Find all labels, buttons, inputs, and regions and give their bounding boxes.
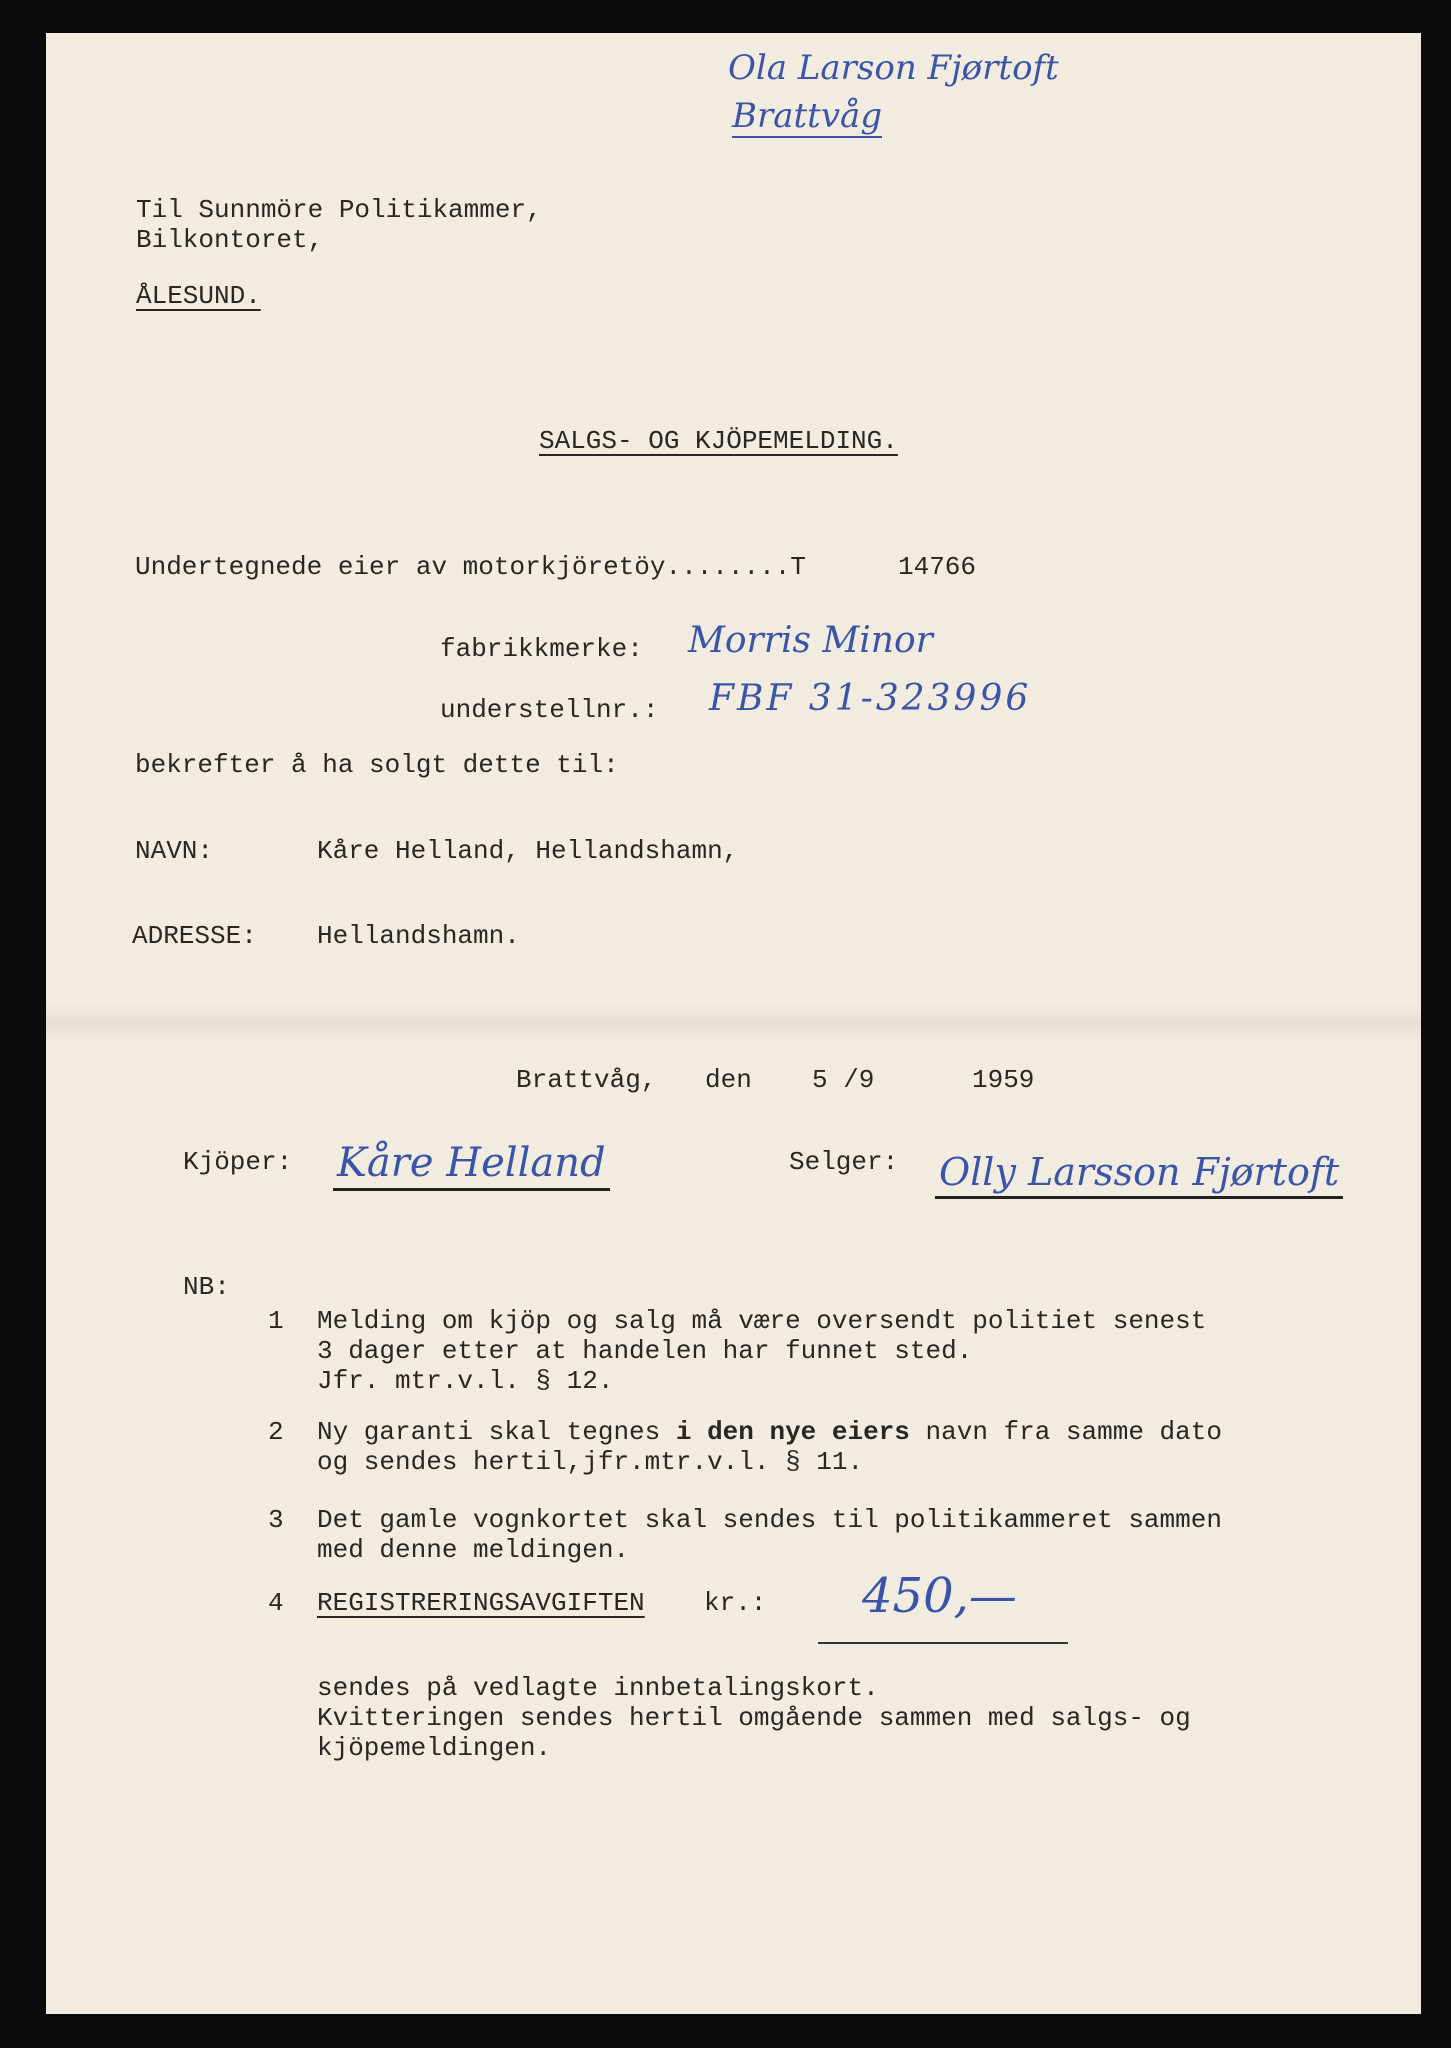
nb-item-1-line: Jfr. mtr.v.l. § 12. <box>317 1366 614 1396</box>
name-value: Kåre Helland, Hellandshamn, <box>317 836 739 866</box>
seller-label: Selger: <box>789 1147 899 1177</box>
nb-item-2-line <box>317 1417 1222 1447</box>
fee-label: REGISTRERINGSAVGIFTEN <box>317 1588 645 1618</box>
nb-item-number: 2 <box>268 1417 284 1447</box>
footer-line: kjöpemeldingen. <box>317 1733 552 1763</box>
handwritten-note-name: Ola Larson Fjørtoft <box>728 48 1059 88</box>
fee-kr: kr.: <box>704 1588 767 1618</box>
date-year: 1959 <box>972 1065 1035 1095</box>
nb-item-3-line: Det gamle vognkortet skal sendes til politikammeret sammen <box>317 1505 1222 1535</box>
address-label: ADRESSE: <box>132 921 257 951</box>
nb-label: NB: <box>183 1272 230 1302</box>
nb-item-2-bold: i den nye eiers <box>675 1417 910 1447</box>
nb-item-1-line: Melding om kjöp og salg må være oversendt politiet senest <box>317 1306 1207 1336</box>
nb-item-1-line: 3 dager etter at handelen har funnet sted. <box>317 1336 973 1366</box>
registration-number: 14766 <box>898 552 977 582</box>
nb-item-number: 3 <box>268 1505 284 1535</box>
footer-line: Kvitteringen sendes hertil omgående sammen med salgs- og <box>317 1703 1191 1733</box>
nb-item-number: 1 <box>268 1306 284 1336</box>
buyer-signature: Kåre Helland <box>333 1140 610 1191</box>
nb-item-3-line: med denne meldingen. <box>317 1535 630 1565</box>
recipient-line-1: Til Sunnmöre Politikammer, <box>136 195 542 225</box>
document-title: SALGS- OG KJÖPEMELDING. <box>539 426 898 456</box>
fee-amount-line <box>818 1642 1068 1644</box>
name-label: NAVN: <box>135 836 214 866</box>
nb-item-number: 4 <box>268 1588 284 1618</box>
chassis-label: understellnr.: <box>440 695 659 725</box>
nb-item-2-post: navn fra samme dato <box>909 1417 1222 1447</box>
handwritten-note-place: Brattvåg <box>732 96 883 136</box>
nb-item-2-pre: Ny garanti skal tegnes <box>317 1417 676 1447</box>
footer-line: sendes på vedlagte innbetalingskort. <box>317 1673 879 1703</box>
recipient-city: ÅLESUND. <box>136 281 261 311</box>
recipient-line-2: Bilkontoret, <box>136 225 324 255</box>
date-day-month: 5 /9 <box>812 1065 875 1095</box>
address-value: Hellandshamn. <box>317 921 520 951</box>
buyer-label: Kjöper: <box>183 1147 293 1177</box>
make-value: Morris Minor <box>688 620 933 661</box>
nb-item-2-line: og sendes hertil,jfr.mtr.v.l. § 11. <box>317 1447 864 1477</box>
chassis-value: FBF 31-323996 <box>709 678 1032 719</box>
seller-signature: Olly Larsson Fjørtoft <box>935 1150 1343 1199</box>
date-den: den <box>705 1065 752 1095</box>
fee-amount: 450,— <box>862 1568 1017 1624</box>
confirm-text: bekrefter å ha solgt dette til: <box>135 750 619 780</box>
date-place: Brattvåg, <box>516 1065 657 1095</box>
make-label: fabrikkmerke: <box>440 634 643 664</box>
owner-line-label: Undertegnede eier av motorkjöretöy........T <box>135 552 806 582</box>
